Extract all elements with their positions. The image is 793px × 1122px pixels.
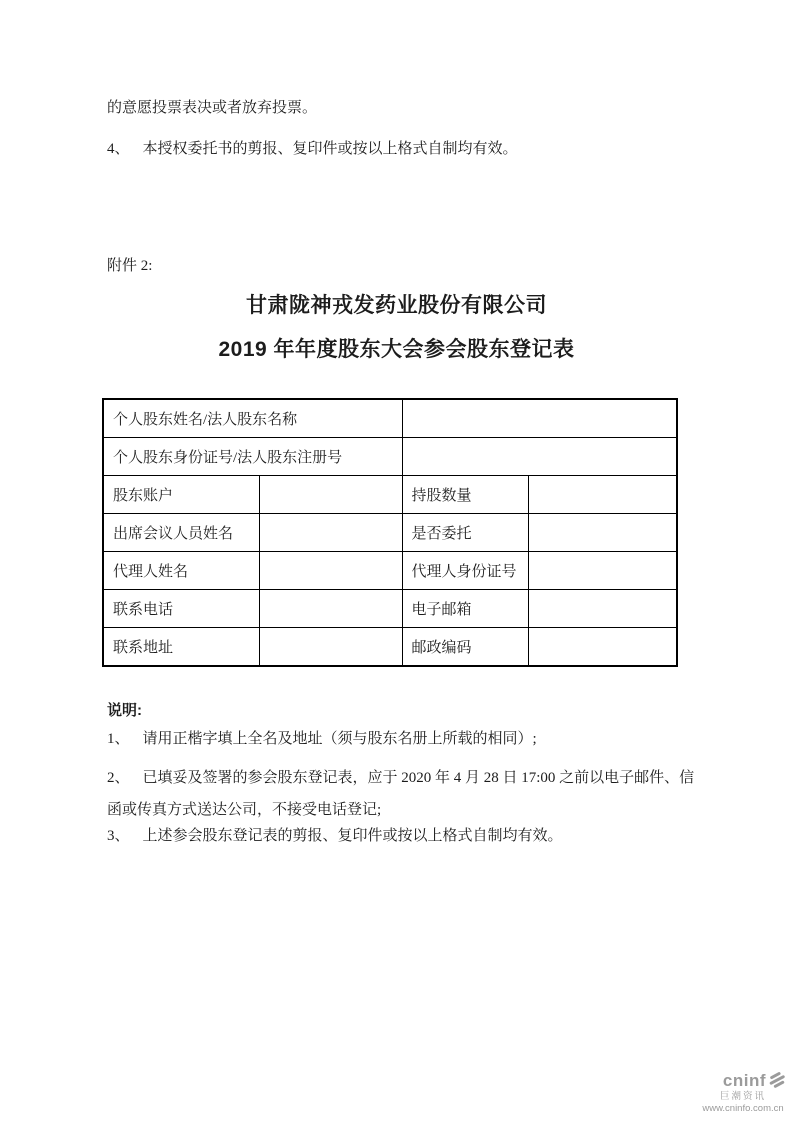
table-label-cell: 代理人身份证号 bbox=[402, 552, 528, 590]
form-title: 2019 年年度股东大会参会股东登记表 bbox=[218, 338, 575, 361]
item-text: 本授权委托书的剪报、复印件或按以上格式自制均有效。 bbox=[142, 141, 518, 157]
note-item-3 bbox=[107, 826, 563, 846]
note-text: 上述参会股东登记表的剪报、复印件或按以上格式自制均有效。 bbox=[142, 828, 563, 844]
table-label-cell: 个人股东姓名/法人股东名称 bbox=[103, 399, 402, 438]
table-label-cell: 联系地址 bbox=[103, 628, 259, 667]
continuation-text: 的意愿投票表决或者放弃投票。 bbox=[107, 100, 318, 116]
table-label-cell: 是否委托 bbox=[402, 514, 528, 552]
note-number: 2、 bbox=[107, 770, 130, 786]
table-row bbox=[103, 438, 677, 476]
cninfo-swirl-icon bbox=[767, 1070, 788, 1091]
table-value-cell bbox=[528, 476, 677, 514]
note-number: 1、 bbox=[107, 731, 130, 747]
table-value-cell bbox=[259, 590, 402, 628]
table-row bbox=[103, 628, 677, 667]
cninfo-brand-row bbox=[696, 1070, 790, 1091]
table-label-cell: 股东账户 bbox=[103, 476, 259, 514]
table-value-cell bbox=[402, 438, 677, 476]
note-item-1 bbox=[107, 729, 537, 749]
table-value-cell bbox=[259, 628, 402, 667]
table-label-cell: 邮政编码 bbox=[402, 628, 528, 667]
table-row bbox=[103, 552, 677, 590]
table-value-cell bbox=[259, 514, 402, 552]
table-value-cell bbox=[528, 552, 677, 590]
company-title: 甘肃陇神戎发药业股份有限公司 bbox=[246, 294, 547, 317]
note-text: 请用正楷字填上全名及地址（须与股东名册上所载的相同）; bbox=[142, 731, 537, 747]
table-label-cell: 个人股东身份证号/法人股东注册号 bbox=[103, 438, 402, 476]
table-value-cell bbox=[402, 399, 677, 438]
table-value-cell bbox=[528, 628, 677, 667]
cninfo-logo bbox=[696, 1070, 790, 1115]
note-text: 已填妥及签署的参会股东登记表，应于 2020 年 4 月 28 日 17:00 之前以电子邮件、信函或传真方式送达公司，不接受电话登记; bbox=[107, 770, 695, 818]
cninfo-url: www.cninfo.com.cn bbox=[702, 1102, 784, 1114]
table-row bbox=[103, 514, 677, 552]
table-value-cell bbox=[259, 476, 402, 514]
registration-table bbox=[102, 398, 678, 667]
note-number: 3、 bbox=[107, 828, 130, 844]
note-item-2 bbox=[107, 762, 695, 826]
cninfo-brand-text: cninf bbox=[722, 1070, 766, 1090]
table-row bbox=[103, 590, 677, 628]
table-label-cell: 代理人姓名 bbox=[103, 552, 259, 590]
table-label-cell: 电子邮箱 bbox=[402, 590, 528, 628]
attachment-label: 附件 2: bbox=[107, 258, 153, 274]
notes-heading: 说明: bbox=[107, 702, 142, 719]
table-label-cell: 出席会议人员姓名 bbox=[103, 514, 259, 552]
table-row bbox=[103, 399, 677, 438]
item-number: 4、 bbox=[107, 141, 130, 157]
table-value-cell bbox=[528, 514, 677, 552]
table-value-cell bbox=[259, 552, 402, 590]
table-label-cell: 持股数量 bbox=[402, 476, 528, 514]
table-label-cell: 联系电话 bbox=[103, 590, 259, 628]
cninfo-name-cn: 巨潮资讯 bbox=[719, 1092, 766, 1102]
table-row bbox=[103, 476, 677, 514]
table-value-cell bbox=[528, 590, 677, 628]
numbered-item-4 bbox=[107, 139, 518, 159]
